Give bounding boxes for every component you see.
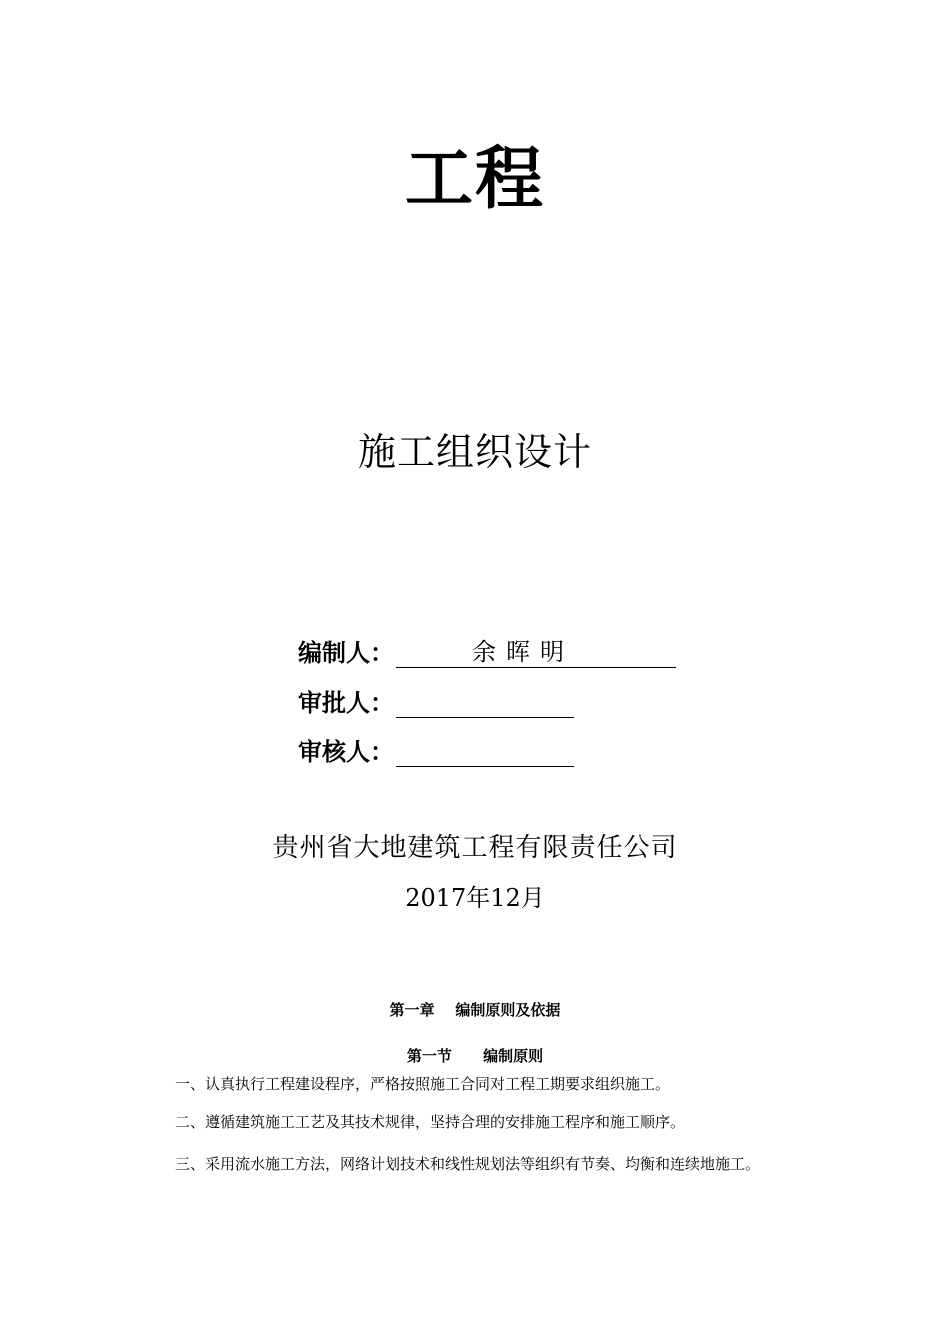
paragraph-3: 三、采用流水施工方法，网络计划技术和线性规划法等组织有节奏、均衡和连续地施工。 bbox=[175, 1155, 761, 1173]
signature-row-approver bbox=[298, 682, 574, 718]
signature-line-reviewer bbox=[396, 736, 574, 767]
paragraph-1: 一、认真执行工程建设程序，严格按照施工合同对工程工期要求组织施工。 bbox=[175, 1075, 671, 1093]
signature-row-reviewer bbox=[298, 731, 574, 767]
paragraph-2: 二、遵循建筑施工工艺及其技术规律，坚持合理的安排施工程序和施工顺序。 bbox=[175, 1113, 686, 1131]
cover-title: 工程 bbox=[404, 140, 545, 219]
cover-date: 2017年12月 bbox=[405, 884, 545, 912]
signature-label-reviewer: 审核人： bbox=[298, 738, 394, 766]
signature-line-compiler bbox=[396, 637, 676, 668]
signature-row-compiler bbox=[298, 632, 676, 668]
chapter-heading: 第一章 编制原则及依据 bbox=[389, 1001, 561, 1019]
cover-subtitle: 施工组织设计 bbox=[357, 430, 592, 474]
signature-value-compiler: 余晖明 bbox=[472, 638, 574, 666]
company-name: 贵州省大地建筑工程有限责任公司 bbox=[272, 833, 678, 863]
signature-label-compiler: 编制人： bbox=[298, 639, 394, 667]
signature-line-approver bbox=[396, 687, 574, 718]
signature-label-approver: 审批人： bbox=[298, 689, 394, 717]
section-heading: 第一节 编制原则 bbox=[406, 1047, 544, 1065]
